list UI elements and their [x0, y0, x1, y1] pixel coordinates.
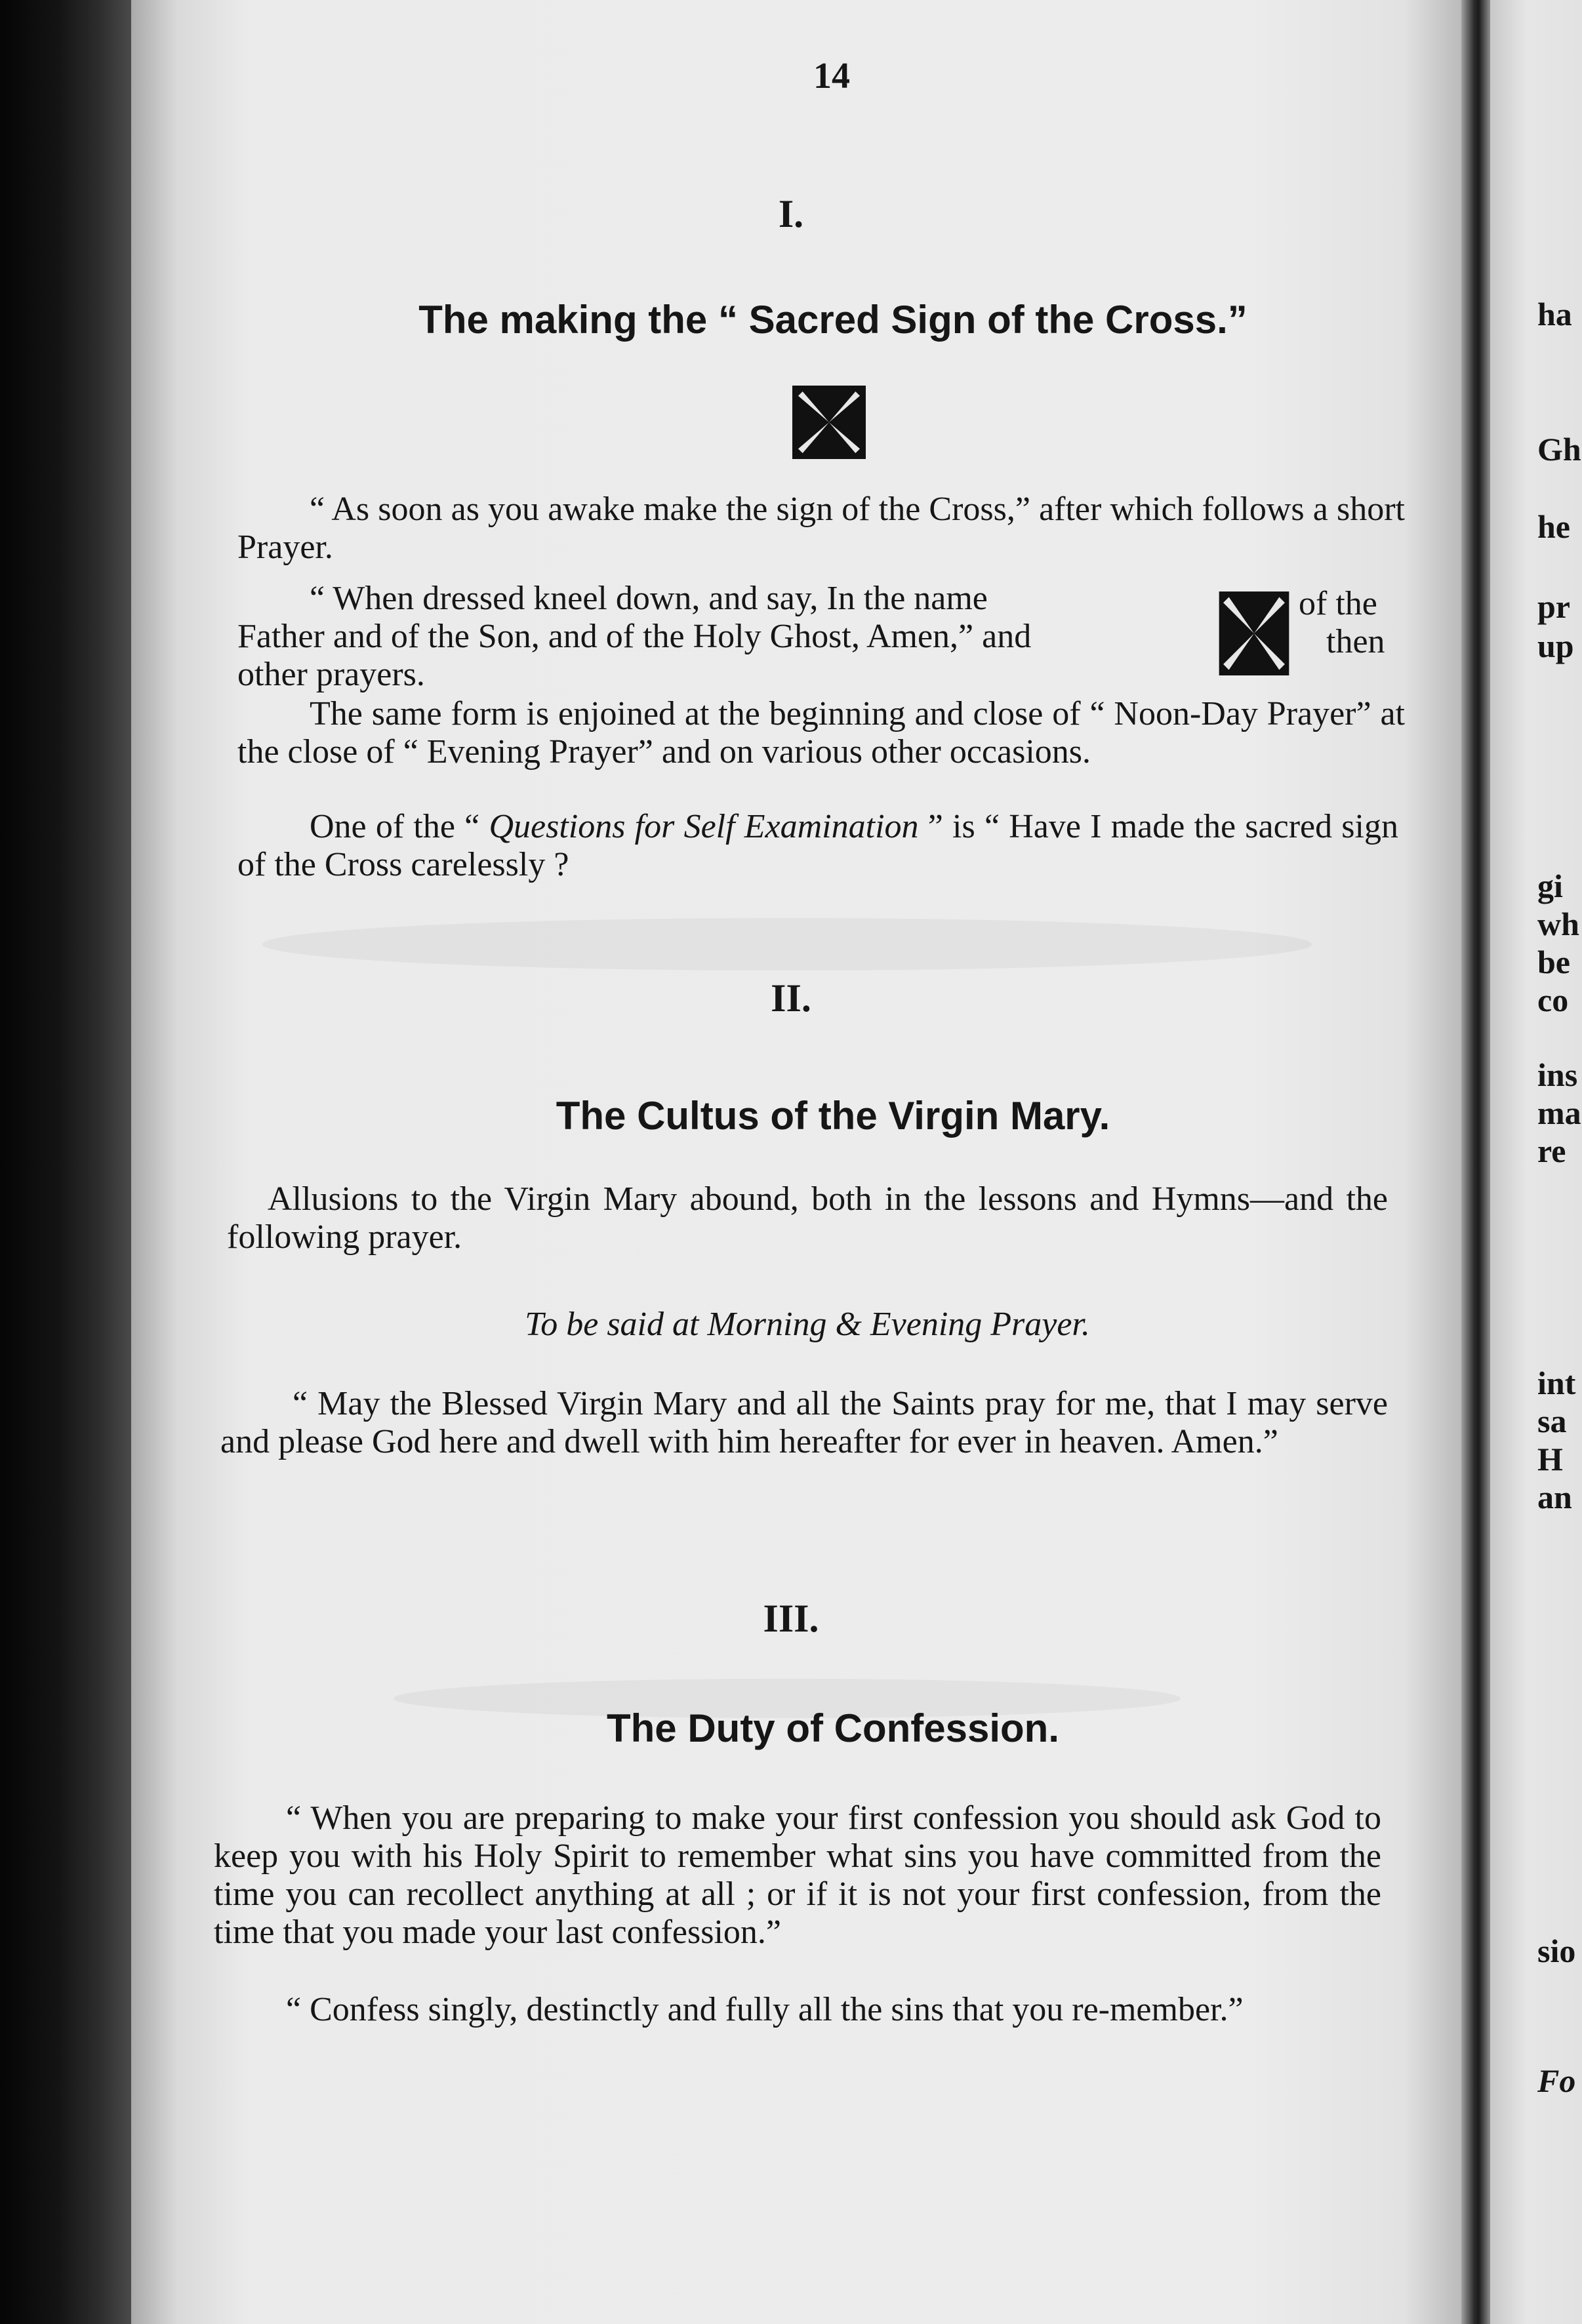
paragraph-line: other prayers.	[237, 656, 425, 693]
facing-page-fragment: an	[1537, 1479, 1572, 1515]
side-text: then	[1326, 623, 1385, 660]
section-title-3: The Duty of Confession.	[607, 1706, 1059, 1750]
prayer-text: “ May the Blessed Virgin Mary and all the Saints pray for me, that I may serve and please God here and dwell with him hereafter for ever in heaven. Amen.”	[220, 1385, 1388, 1460]
page-number: 14	[813, 56, 850, 96]
facing-page-fragment: ha	[1537, 296, 1572, 332]
text-run: ” is “ Have I made the sacred sign of the Cross carelessly ?	[237, 808, 1398, 883]
facing-page-fragment: wh	[1537, 906, 1579, 942]
facing-page-fragment: sio	[1537, 1933, 1576, 1969]
facing-page-fragment: int	[1537, 1365, 1576, 1401]
section-numeral-3: III.	[763, 1597, 819, 1640]
section-title-2: The Cultus of the Virgin Mary.	[556, 1094, 1110, 1138]
scan-smudge	[262, 918, 1312, 971]
facing-page-fragment: be	[1537, 944, 1570, 980]
maltese-cross-icon	[792, 386, 866, 459]
facing-page-fragment: re	[1537, 1132, 1566, 1169]
text-run: One of the “	[310, 808, 489, 845]
facing-page-fragment: gi	[1537, 868, 1563, 904]
paragraph-line: “ When dressed kneel down, and say, In the name	[310, 580, 988, 617]
facing-page-fragment: co	[1537, 982, 1569, 1018]
paragraph: Allusions to the Virgin Mary abound, both in the lessons and Hymns—and the following prayer.	[227, 1180, 1388, 1256]
prayer-caption: To be said at Morning & Evening Prayer.	[525, 1306, 1090, 1343]
facing-page-fragment: ma	[1537, 1094, 1581, 1131]
facing-page-fragment: he	[1537, 508, 1570, 545]
paragraph-line: Father and of the Son, and of the Holy Ghost, Amen,” and	[237, 618, 1032, 655]
section-numeral-2: II.	[771, 976, 811, 1020]
section-title-1: The making the “ Sacred Sign of the Cross.”	[418, 298, 1247, 342]
facing-page-fragment: pr	[1537, 588, 1570, 625]
facing-page-edge	[1490, 0, 1582, 2324]
book-gutter	[1461, 0, 1490, 2324]
paragraph: “ As soon as you awake make the sign of the Cross,” after which follows a short Prayer.	[237, 491, 1405, 566]
facing-page-fragment: ins	[1537, 1056, 1578, 1093]
facing-page-fragment: up	[1537, 628, 1574, 664]
italic-title: Questions for Self Examination	[489, 808, 919, 845]
section-numeral-1: I.	[778, 192, 804, 235]
left-binding-edge	[0, 0, 131, 2324]
paragraph: “ When you are preparing to make your first confession you should ask God to keep you with his Holy Spirit to remember what sins you have committed from the time you can recollect anything at all ; or if it is not your first confession, from the time that you made your last confession.”	[214, 1799, 1381, 1951]
side-text: of the	[1299, 585, 1377, 622]
paragraph	[237, 808, 1398, 884]
book-page	[131, 0, 1469, 2324]
facing-page-fragment: Fo	[1537, 2062, 1576, 2099]
paragraph: The same form is enjoined at the beginning and close of “ Noon-Day Prayer” at the close of “ Evening Prayer” and on various other occasions.	[237, 695, 1405, 771]
facing-page-fragment: sa	[1537, 1403, 1567, 1439]
facing-page-fragment: Gh	[1537, 431, 1581, 468]
maltese-cross-icon	[1219, 591, 1289, 675]
paragraph: “ Confess singly, destinctly and fully all the sins that you re-member.”	[286, 1991, 1244, 2028]
facing-page-fragment: H	[1537, 1441, 1563, 1477]
